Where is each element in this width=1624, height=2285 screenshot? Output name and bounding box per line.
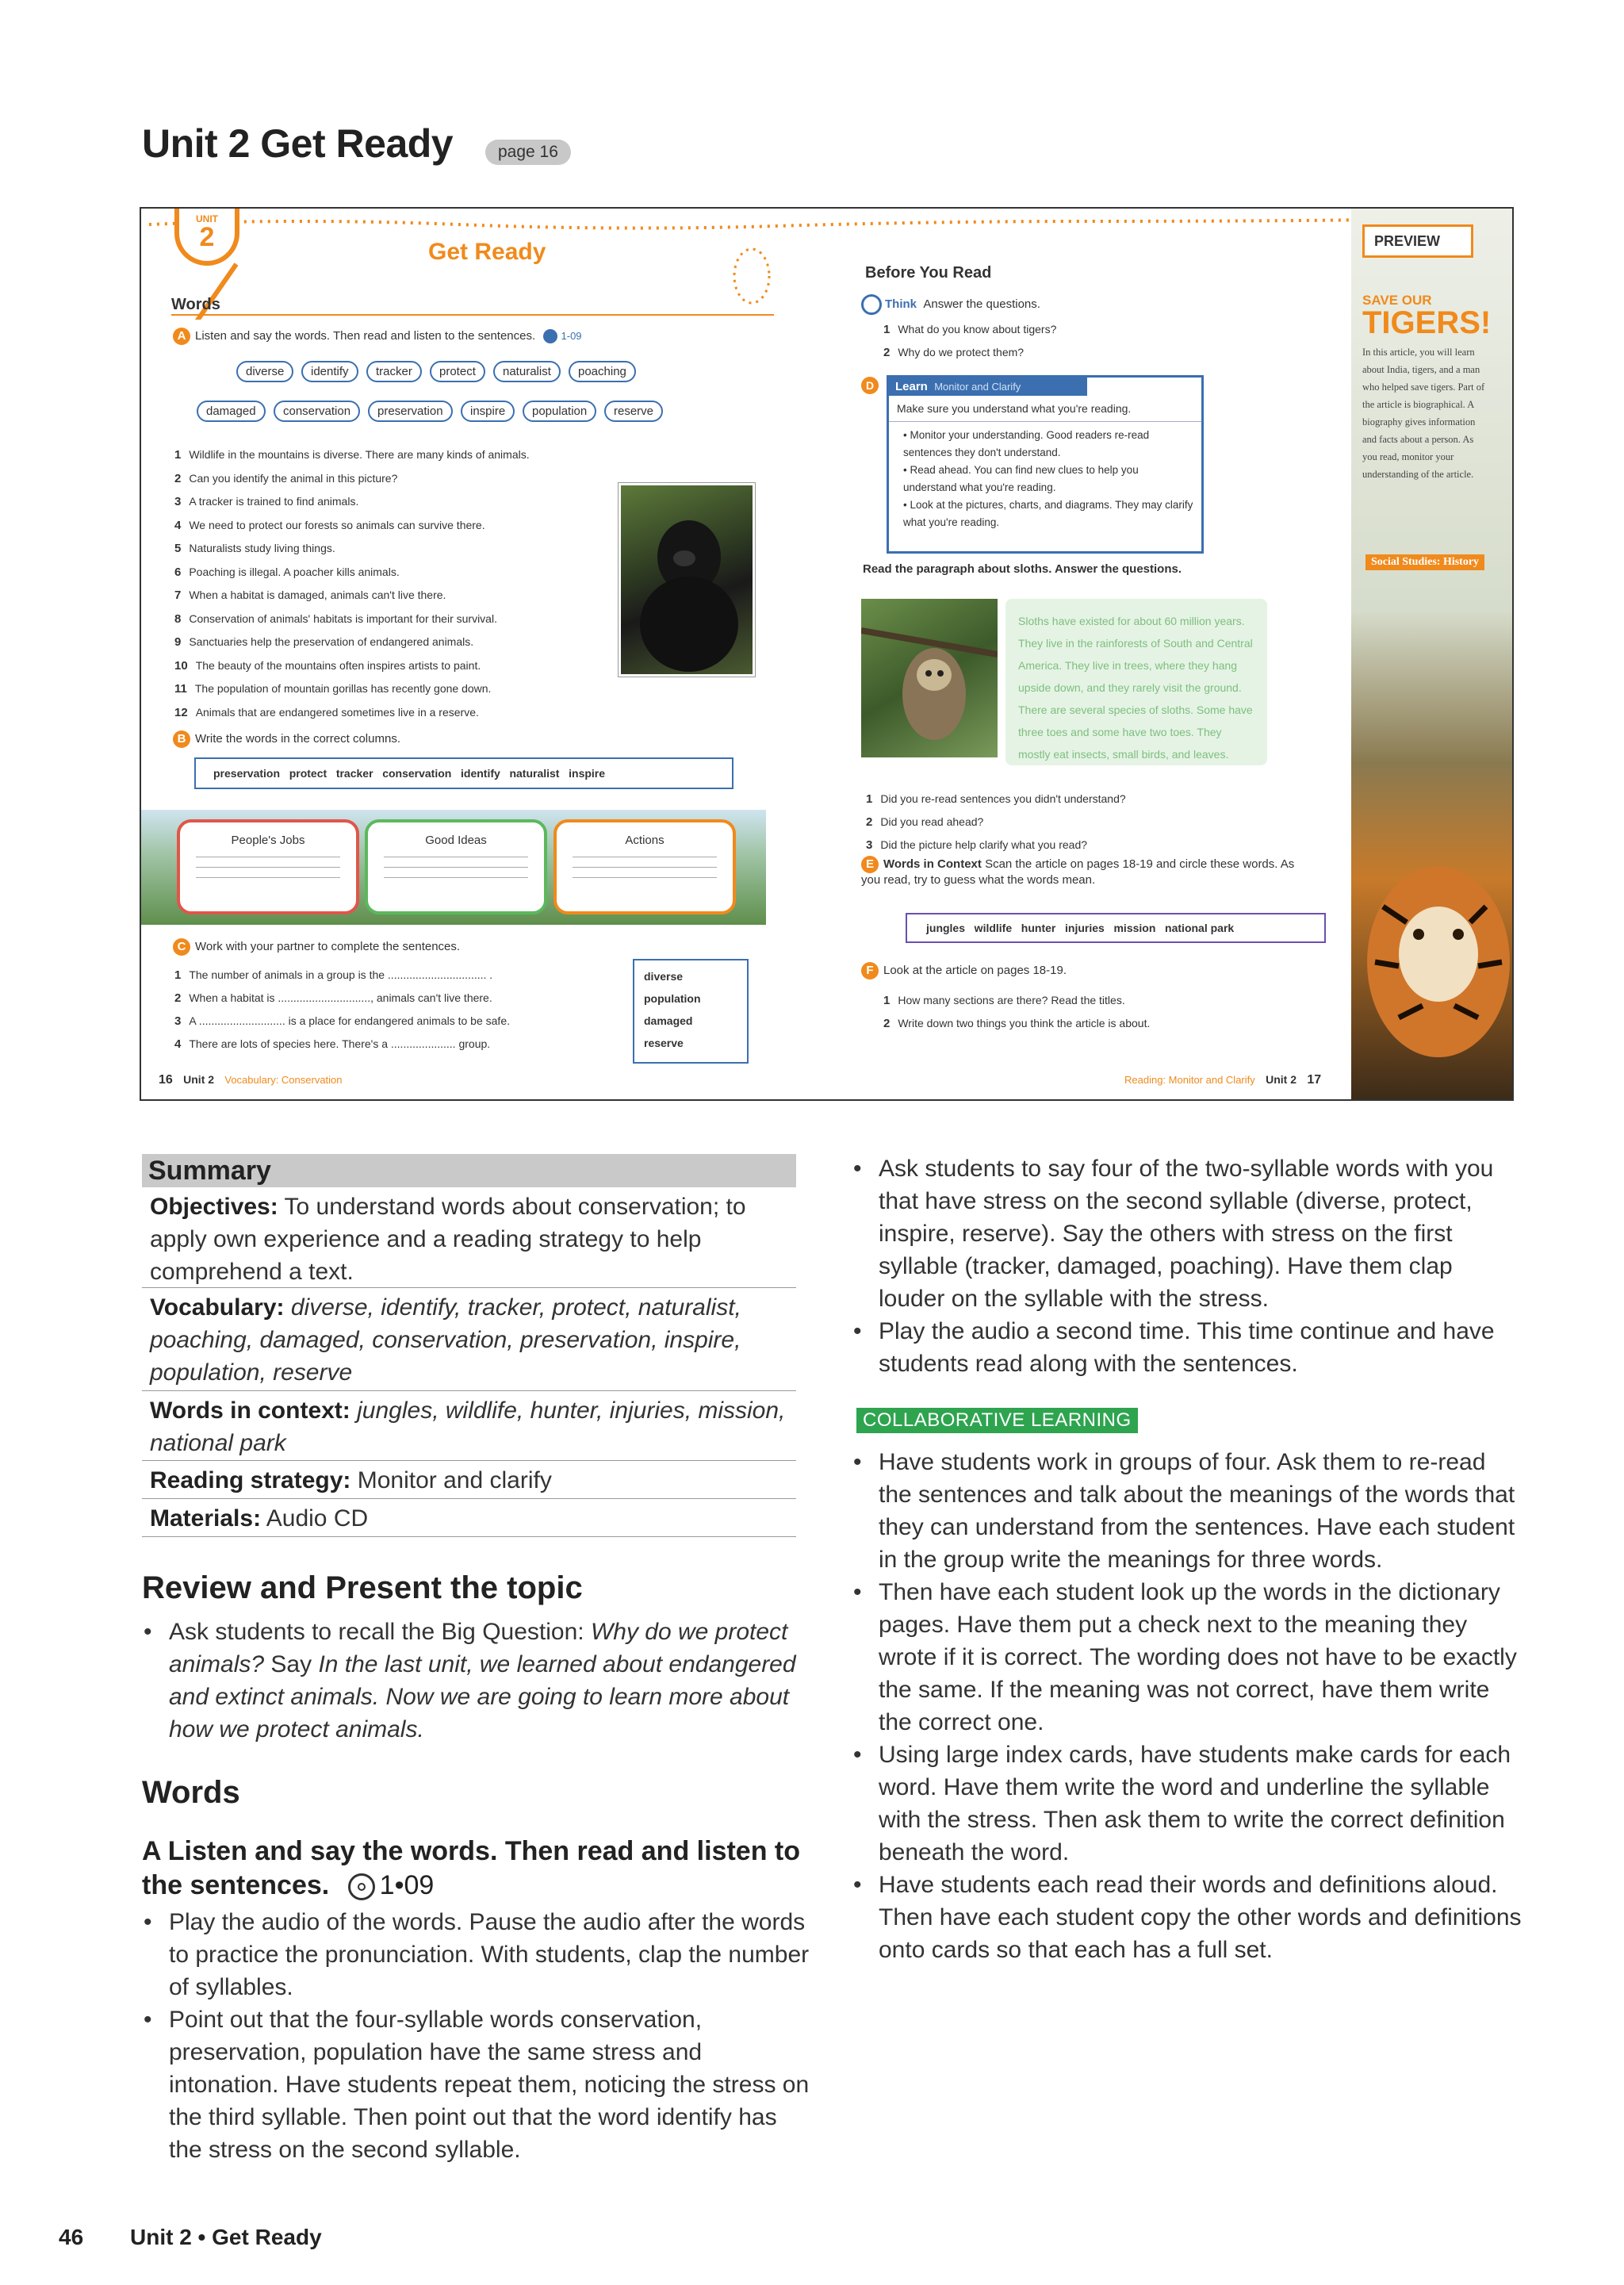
item-text: When a habitat is damaged, animals can't live there. [189, 589, 446, 601]
audio-icon [543, 329, 557, 343]
item-text: How many sections are there? Read the titles. [898, 994, 1125, 1006]
summary-heading: Summary [142, 1154, 796, 1187]
word-pill: reserve [604, 401, 663, 422]
activity-e-label: Words in Context [883, 857, 982, 871]
review-text: Ask students to recall the Big Question: [169, 1619, 591, 1645]
scan-footer-right [1124, 1073, 1321, 1087]
f-question [883, 1012, 1150, 1035]
objectives-label: Objectives: [150, 1194, 278, 1220]
sloth-photo [861, 599, 998, 757]
sloth-question [866, 834, 1126, 857]
sentence-item [174, 514, 530, 538]
activity-c-sentences [174, 964, 510, 1056]
sloth-questions [866, 788, 1126, 857]
word-bank-e: jungles wildlife hunter injuries mission national park [906, 913, 1326, 943]
item-number: 1 [174, 448, 182, 462]
item-text: A ............................ is a place for endangered animals to be safe. [189, 1014, 510, 1027]
item-text: Naturalists study living things. [189, 542, 335, 554]
strategy-label: Reading strategy: [150, 1467, 351, 1493]
review-say: Say [264, 1651, 319, 1677]
sentence-item [174, 584, 530, 608]
sentence-item [174, 537, 530, 561]
word-pill: tracker [366, 361, 422, 382]
words-audio-track: 1•09 [379, 1870, 435, 1900]
learn-badge-d: D [861, 377, 879, 394]
think-section [861, 294, 1040, 315]
item-number: 3 [866, 838, 873, 852]
item-text: The beauty of the mountains often inspires artists to paint. [195, 658, 481, 672]
sloth-question [866, 788, 1126, 811]
item-text: We need to protect our forests so animals can survive there. [189, 518, 485, 531]
c-box-word: damaged [644, 1014, 693, 1027]
c-box-word: diverse [644, 970, 684, 983]
vocabulary-label: Vocabulary: [150, 1294, 285, 1321]
activity-f-instruction: Look at the article on pages 18-19. [883, 964, 1067, 977]
preview-tag: PREVIEW [1362, 224, 1473, 258]
item-number: 6 [174, 565, 182, 579]
gorilla-icon [621, 485, 757, 679]
item-number: 4 [174, 518, 182, 532]
right-bullet: • Ask students to say four of the two-syllable words with you that have stress on the second syllable (diverse, protect, inspire, reserve). Say the others with stress on the first syllable (tracker, damaged, poaching). Have them clap louder on the syllable with the stress. [852, 1152, 1524, 1315]
think-label: Think [885, 297, 917, 311]
activity-c-badge: C [173, 938, 190, 956]
sentence-item [174, 701, 530, 725]
item-number: 3 [174, 495, 182, 508]
big-question: Why do we protect animals? [169, 1619, 788, 1677]
gorilla-photo [619, 483, 755, 677]
words-section-heading: Words [142, 1775, 240, 1810]
item-number: 1 [883, 994, 891, 1007]
item-text: The population of mountain gorillas has recently gone down. [194, 682, 492, 695]
item-text: What do you know about tigers? [898, 323, 1057, 335]
activity-a [173, 328, 582, 345]
c-box-word: reserve [644, 1037, 684, 1049]
think-icon [861, 294, 882, 315]
sentence-item [174, 490, 530, 514]
get-ready-heading: Get Ready [428, 239, 546, 265]
activity-f-badge: F [861, 962, 879, 980]
item-text: The number of animals in a group is the ................................ . [189, 968, 493, 981]
scan-page-17: 17 [1307, 1073, 1322, 1087]
scan-unit-left: Unit 2 [183, 1073, 215, 1086]
word-pill: preservation [368, 401, 453, 422]
learn-strategy: Monitor and Clarify [934, 381, 1021, 393]
item-text: Did you re-read sentences you didn't understand? [880, 792, 1126, 805]
save-our-label: SAVE OUR [1362, 293, 1432, 308]
scan-unit-right: Unit 2 [1266, 1073, 1297, 1086]
sloth-icon [861, 599, 998, 757]
sentence-list [174, 443, 530, 724]
sentence-item [174, 561, 530, 585]
footer-page-number: 46 [59, 2225, 84, 2249]
words-subheading-text: A Listen and say the words. Then read and listen to the sentences. [142, 1836, 800, 1900]
activity-f-questions [883, 989, 1150, 1035]
page-title: Unit 2 Get Ready [142, 121, 454, 166]
activity-e-badge: E [861, 856, 879, 873]
materials-label: Materials: [150, 1505, 262, 1532]
collaborative-learning-tag: COLLABORATIVE LEARNING [856, 1408, 1138, 1433]
c-sentence-item [174, 964, 510, 987]
sloth-text-box: Sloths have existed for about 60 million years. They live in the rainforests of South and Central America. They live in trees, where they hang upside down, and they rarely visit the ground. There are several species of sloths. Some have three toes and some have two toes. They mostly eat insects, small birds, and leaves. [1005, 599, 1267, 765]
c-sentence-item [174, 987, 510, 1010]
sentence-item [174, 608, 530, 631]
sentence-item [174, 677, 530, 701]
summary-vocabulary [142, 1288, 796, 1391]
unit-badge-number: 2 [199, 222, 215, 252]
activity-b-instruction: Write the words in the correct columns. [195, 732, 400, 746]
activity-b [173, 730, 400, 748]
learn-label: Learn [895, 380, 928, 393]
c-sentence-item [174, 1033, 510, 1056]
sloth-question [866, 811, 1126, 834]
item-text: Write down two things you think the article is about. [898, 1017, 1151, 1029]
learn-point: • Monitor your understanding. Good readers re-read sentences they don't understand. [903, 429, 1150, 458]
c-box-word: population [644, 992, 701, 1005]
item-text: A tracker is trained to find animals. [189, 495, 359, 508]
activity-f [861, 962, 1067, 980]
tigers-title: TIGERS! [1362, 305, 1492, 340]
word-pill: diverse [236, 361, 293, 382]
scan-topic-right: Reading: Monitor and Clarify [1124, 1074, 1255, 1086]
word-pill: naturalist [493, 361, 561, 382]
context-value: jungles, wildlife, hunter, injuries, mission, national park [150, 1397, 786, 1456]
activity-c [173, 938, 460, 956]
item-number: 8 [174, 612, 182, 626]
review-script: In the last unit, we learned about endangered and extinct animals. Now we are going to learn more about how we protect animals. [169, 1651, 796, 1743]
unit-badge-label: UNIT [196, 213, 218, 224]
words-heading: Words [171, 296, 774, 316]
learn-points [889, 422, 1201, 531]
summary-reading-strategy [142, 1461, 796, 1499]
word-pill: identify [301, 361, 358, 382]
item-number: 3 [174, 1014, 182, 1028]
right-bullet: • Have students each read their words and definitions aloud. Then have each student copy the other words and definitions onto cards so that each has a full set. [852, 1869, 1524, 1966]
learn-box [887, 375, 1204, 554]
strategy-value: Monitor and clarify [357, 1467, 552, 1493]
item-number: 5 [174, 542, 182, 555]
scan-topic-left: Vocabulary: Conservation [224, 1074, 343, 1086]
learn-point: • Read ahead. You can find new clues to help you understand what you're reading. [903, 464, 1139, 493]
right-bullet: • Then have each student look up the words in the dictionary pages. Have them put a check next to the meaning they wrote if it is correct. The wording does not have to be exactly the same. If the meaning was not correct, have them write the correct one. [852, 1576, 1524, 1739]
column-label: People's Jobs [231, 834, 305, 847]
think-questions [883, 318, 1056, 364]
column-good-ideas [365, 819, 547, 914]
item-number: 9 [174, 635, 182, 649]
materials-value: Audio CD [266, 1505, 369, 1532]
review-bullet [142, 1616, 800, 1746]
learn-intro: Make sure you understand what you're reading. [889, 396, 1201, 422]
word-pill: damaged [197, 401, 266, 422]
item-number: 11 [174, 682, 187, 696]
word-pill: poaching [569, 361, 636, 382]
item-number: 1 [866, 792, 873, 806]
item-text: When a habitat is .............................., animals can't live there. [189, 991, 492, 1004]
sloth-instruction: Read the paragraph about sloths. Answer the questions. [863, 562, 1182, 576]
context-label: Words in context: [150, 1397, 350, 1424]
word-pill: conservation [274, 401, 360, 422]
right-bullet: • Using large index cards, have students make cards for each word. Have them write the word and underline the syllable with the stress. Then ask them to write the correct definition beneath the word. [852, 1739, 1524, 1869]
review-heading: Review and Present the topic [142, 1570, 583, 1605]
column-label: Good Ideas [425, 834, 487, 847]
sentence-item [174, 443, 530, 467]
item-number: 2 [883, 346, 891, 359]
activity-a-badge: A [173, 328, 190, 345]
word-pill: inspire [461, 401, 515, 422]
column-actions [553, 819, 736, 914]
item-number: 2 [866, 815, 873, 829]
review-bullets [142, 1616, 800, 1746]
think-instruction: Answer the questions. [923, 297, 1040, 311]
scan-page-16: 16 [159, 1073, 173, 1087]
learn-point: • Look at the pictures, charts, and diagrams. They may clarify what you're reading. [903, 499, 1193, 528]
item-text: Sanctuaries help the preservation of endangered animals. [189, 635, 474, 648]
item-number: 4 [174, 1037, 182, 1051]
item-text: Did the picture help clarify what you read? [880, 838, 1088, 851]
sentence-item [174, 467, 530, 491]
summary-objectives [142, 1187, 796, 1288]
objectives-value: To understand words about conservation; to apply own experience and a reading strategy to help comprehend a text. [150, 1194, 746, 1285]
item-number: 7 [174, 589, 182, 602]
f-question [883, 989, 1150, 1012]
item-text: There are lots of species here. There's a ..................... group. [189, 1037, 491, 1050]
item-number: 1 [883, 323, 891, 336]
item-text: Did you read ahead? [880, 815, 984, 828]
scan-footer-left [159, 1073, 343, 1087]
social-studies-tag: Social Studies: History [1365, 554, 1484, 570]
activity-e-instruction: Scan the article on pages 18-19 and circle these words. As you read, try to guess what the words mean. [861, 857, 1295, 887]
right-bullet: • Have students work in groups of four. Ask them to re-read the sentences and talk about the meanings of the words that they can understand from the sentences. Have each student in the group write the meanings for three words. [852, 1446, 1524, 1576]
right-bullet: • Play the audio a second time. This time continue and have students read along with the sentences. [852, 1315, 1524, 1380]
word-pill: protect [430, 361, 485, 382]
word-bank-b: preservation protect tracker conservation identify naturalist inspire [194, 757, 733, 789]
learn-header [889, 378, 1087, 396]
vocabulary-value: diverse, identify, tracker, protect, naturalist, poaching, damaged, conservation, preservation, inspire, population, reserve [150, 1294, 741, 1386]
item-number: 10 [174, 658, 188, 673]
column-label: Actions [625, 834, 665, 847]
right-bullets-bottom [852, 1446, 1524, 1966]
item-text: Why do we protect them? [898, 346, 1025, 358]
activity-a-instruction: Listen and say the words. Then read and listen to the sentences. [195, 329, 536, 343]
summary-words-in-context [142, 1391, 796, 1461]
item-number: 1 [174, 968, 182, 982]
audio-track: 1-09 [561, 330, 582, 342]
think-question [883, 341, 1056, 364]
column-peoples-jobs [177, 819, 359, 914]
words-bullet: • Play the audio of the words. Pause the audio after the words to practice the pronunciation. With students, clap the number of syllables. [142, 1906, 812, 2003]
activity-e [861, 856, 1305, 887]
summary-materials [142, 1499, 796, 1537]
sentence-item [174, 631, 530, 654]
item-text: Can you identify the animal in this picture? [189, 471, 398, 485]
sentence-item [174, 654, 530, 678]
tiger-icon [1351, 835, 1514, 1101]
item-text: Wildlife in the mountains is diverse. There are many kinds of animals. [189, 448, 530, 461]
words-subheading [142, 1835, 808, 1903]
item-text: Animals that are endangered sometimes live in a reserve. [195, 705, 479, 719]
item-number: 2 [174, 471, 182, 485]
activity-b-badge: B [173, 730, 190, 748]
sidebar-text: In this article, you will learn about India, tigers, and a man who helped save tigers. Part of the article is biographical. A biography gives information and facts about a person. As you read, monitor your understanding of the article. [1362, 347, 1485, 480]
cd-icon [348, 1873, 375, 1900]
item-number: 2 [174, 991, 182, 1005]
item-number: 2 [883, 1017, 891, 1030]
word-pill: population [523, 401, 596, 422]
think-question [883, 318, 1056, 341]
item-number: 12 [174, 705, 188, 719]
item-text: Conservation of animals' habitats is important for their survival. [189, 612, 497, 625]
student-book-scan [140, 207, 1514, 1101]
page-reference-badge: page 16 [485, 140, 571, 165]
activity-c-instruction: Work with your partner to complete the sentences. [195, 940, 461, 953]
words-bullets [142, 1906, 812, 2166]
before-you-read-heading: Before You Read [865, 264, 992, 282]
right-bullets-top [852, 1152, 1524, 1380]
c-sentence-item [174, 1010, 510, 1033]
footer-title: Unit 2 • Get Ready [130, 2225, 322, 2249]
item-text: Poaching is illegal. A poacher kills animals. [189, 565, 400, 578]
activity-c-word-box [633, 959, 749, 1064]
words-bullet: • Point out that the four-syllable words conservation, preservation, population have the same stress and intonation. Have students repeat them, noticing the stress on the third syllable. Then point out that the word identify has the stress on the second syllable. [142, 2003, 812, 2166]
